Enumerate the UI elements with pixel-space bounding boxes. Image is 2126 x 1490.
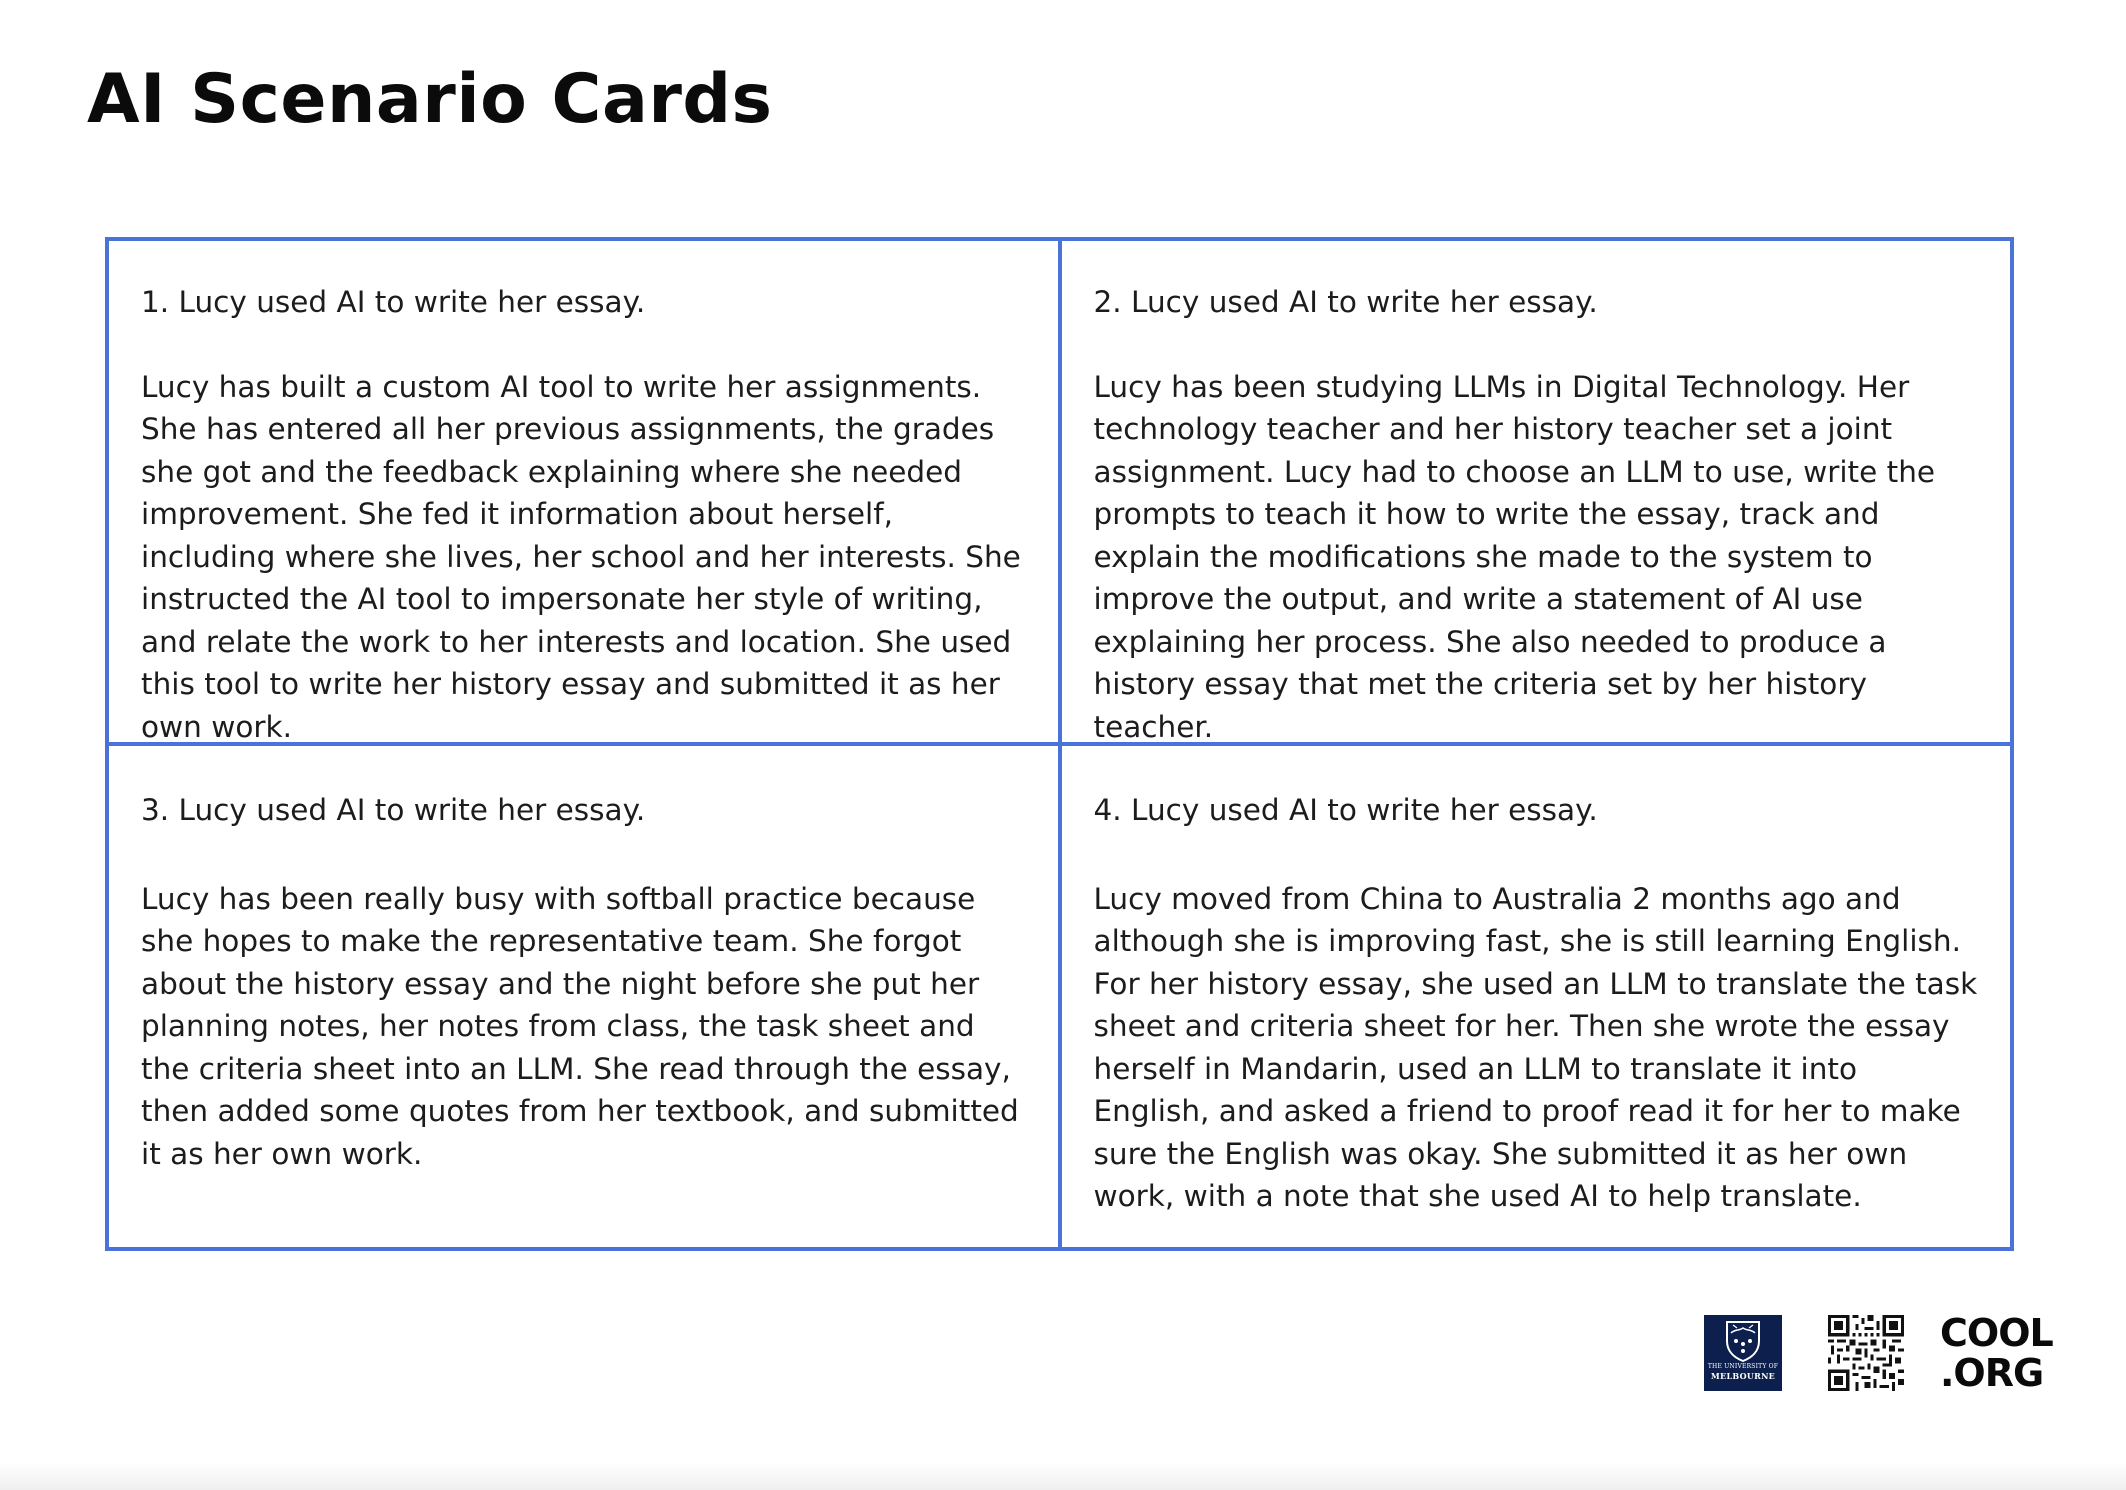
- cool-logo-line-1: COOL: [1940, 1311, 2053, 1355]
- card-heading: 1. Lucy used AI to write her essay.: [141, 285, 646, 319]
- university-name-line-1: THE UNIVERSITY OF: [1707, 1363, 1779, 1370]
- bottom-edge-shadow: [0, 1462, 2126, 1490]
- scenario-card-3: [109, 744, 1060, 1247]
- university-crest-icon: [1723, 1319, 1763, 1363]
- card-body: Lucy has been really busy with softball practice because she hopes to make the representative team. She forgot about the history essay and the night before she put her planning notes, her notes from class, the task sheet and the criteria sheet into an LLM. She read through the essay, then added some quotes from her textbook, and submitted it as her own work.: [141, 881, 1019, 1171]
- university-name-line-2: MELBOURNE: [1710, 1371, 1776, 1381]
- footer-logos: [1704, 1311, 2054, 1395]
- scenario-card-1: [109, 241, 1060, 744]
- card-heading: 2. Lucy used AI to write her essay.: [1093, 285, 1598, 319]
- card-body: Lucy moved from China to Australia 2 months ago and although she is improving fast, she is still learning English. For her history essay, she used an LLM to translate the task sheet and criteria sheet for her. Then she wrote the essay herself in Mandarin, used an LLM to translate it into English, and asked a friend to proof read it for her to make sure the English was okay. She submitted it as her own work, with a note that she used AI to help translate.: [1093, 881, 1978, 1213]
- university-of-melbourne-logo: [1704, 1315, 1782, 1391]
- scenario-card-2: [1060, 241, 2011, 744]
- card-heading: 3. Lucy used AI to write her essay.: [141, 793, 646, 827]
- cool-org-logo: [1940, 1313, 2056, 1393]
- card-body: Lucy has built a custom AI tool to write her assignments. She has entered all her previous assignments, the grades she got and the feedback explaining where she needed improvement. She fed it information about herself, including where she lives, her school and her interests. She instructed the AI tool to impersonate her style of writing, and relate the work to her interests and location. She used this tool to write her history essay and submitted it as her own work.: [141, 369, 1021, 744]
- card-body: Lucy has been studying LLMs in Digital Technology. Her technology teacher and her history teacher set a joint assignment. Lucy had to choose an LLM to use, write the prompts to teach it how to write the essay, track and explain the modifications she made to the system to improve the output, and write a statement of AI use explaining her process. She also needed to produce a history essay that met the criteria set by her history teacher.: [1093, 369, 1936, 744]
- cool-logo-line-2: .ORG: [1940, 1351, 2044, 1395]
- card-heading: 4. Lucy used AI to write her essay.: [1093, 793, 1598, 827]
- qr-code-icon: [1828, 1315, 1904, 1391]
- scenario-card-4: [1060, 744, 2011, 1247]
- page-title: AI Scenario Cards: [87, 60, 773, 139]
- scenario-card-grid: [105, 237, 2014, 1251]
